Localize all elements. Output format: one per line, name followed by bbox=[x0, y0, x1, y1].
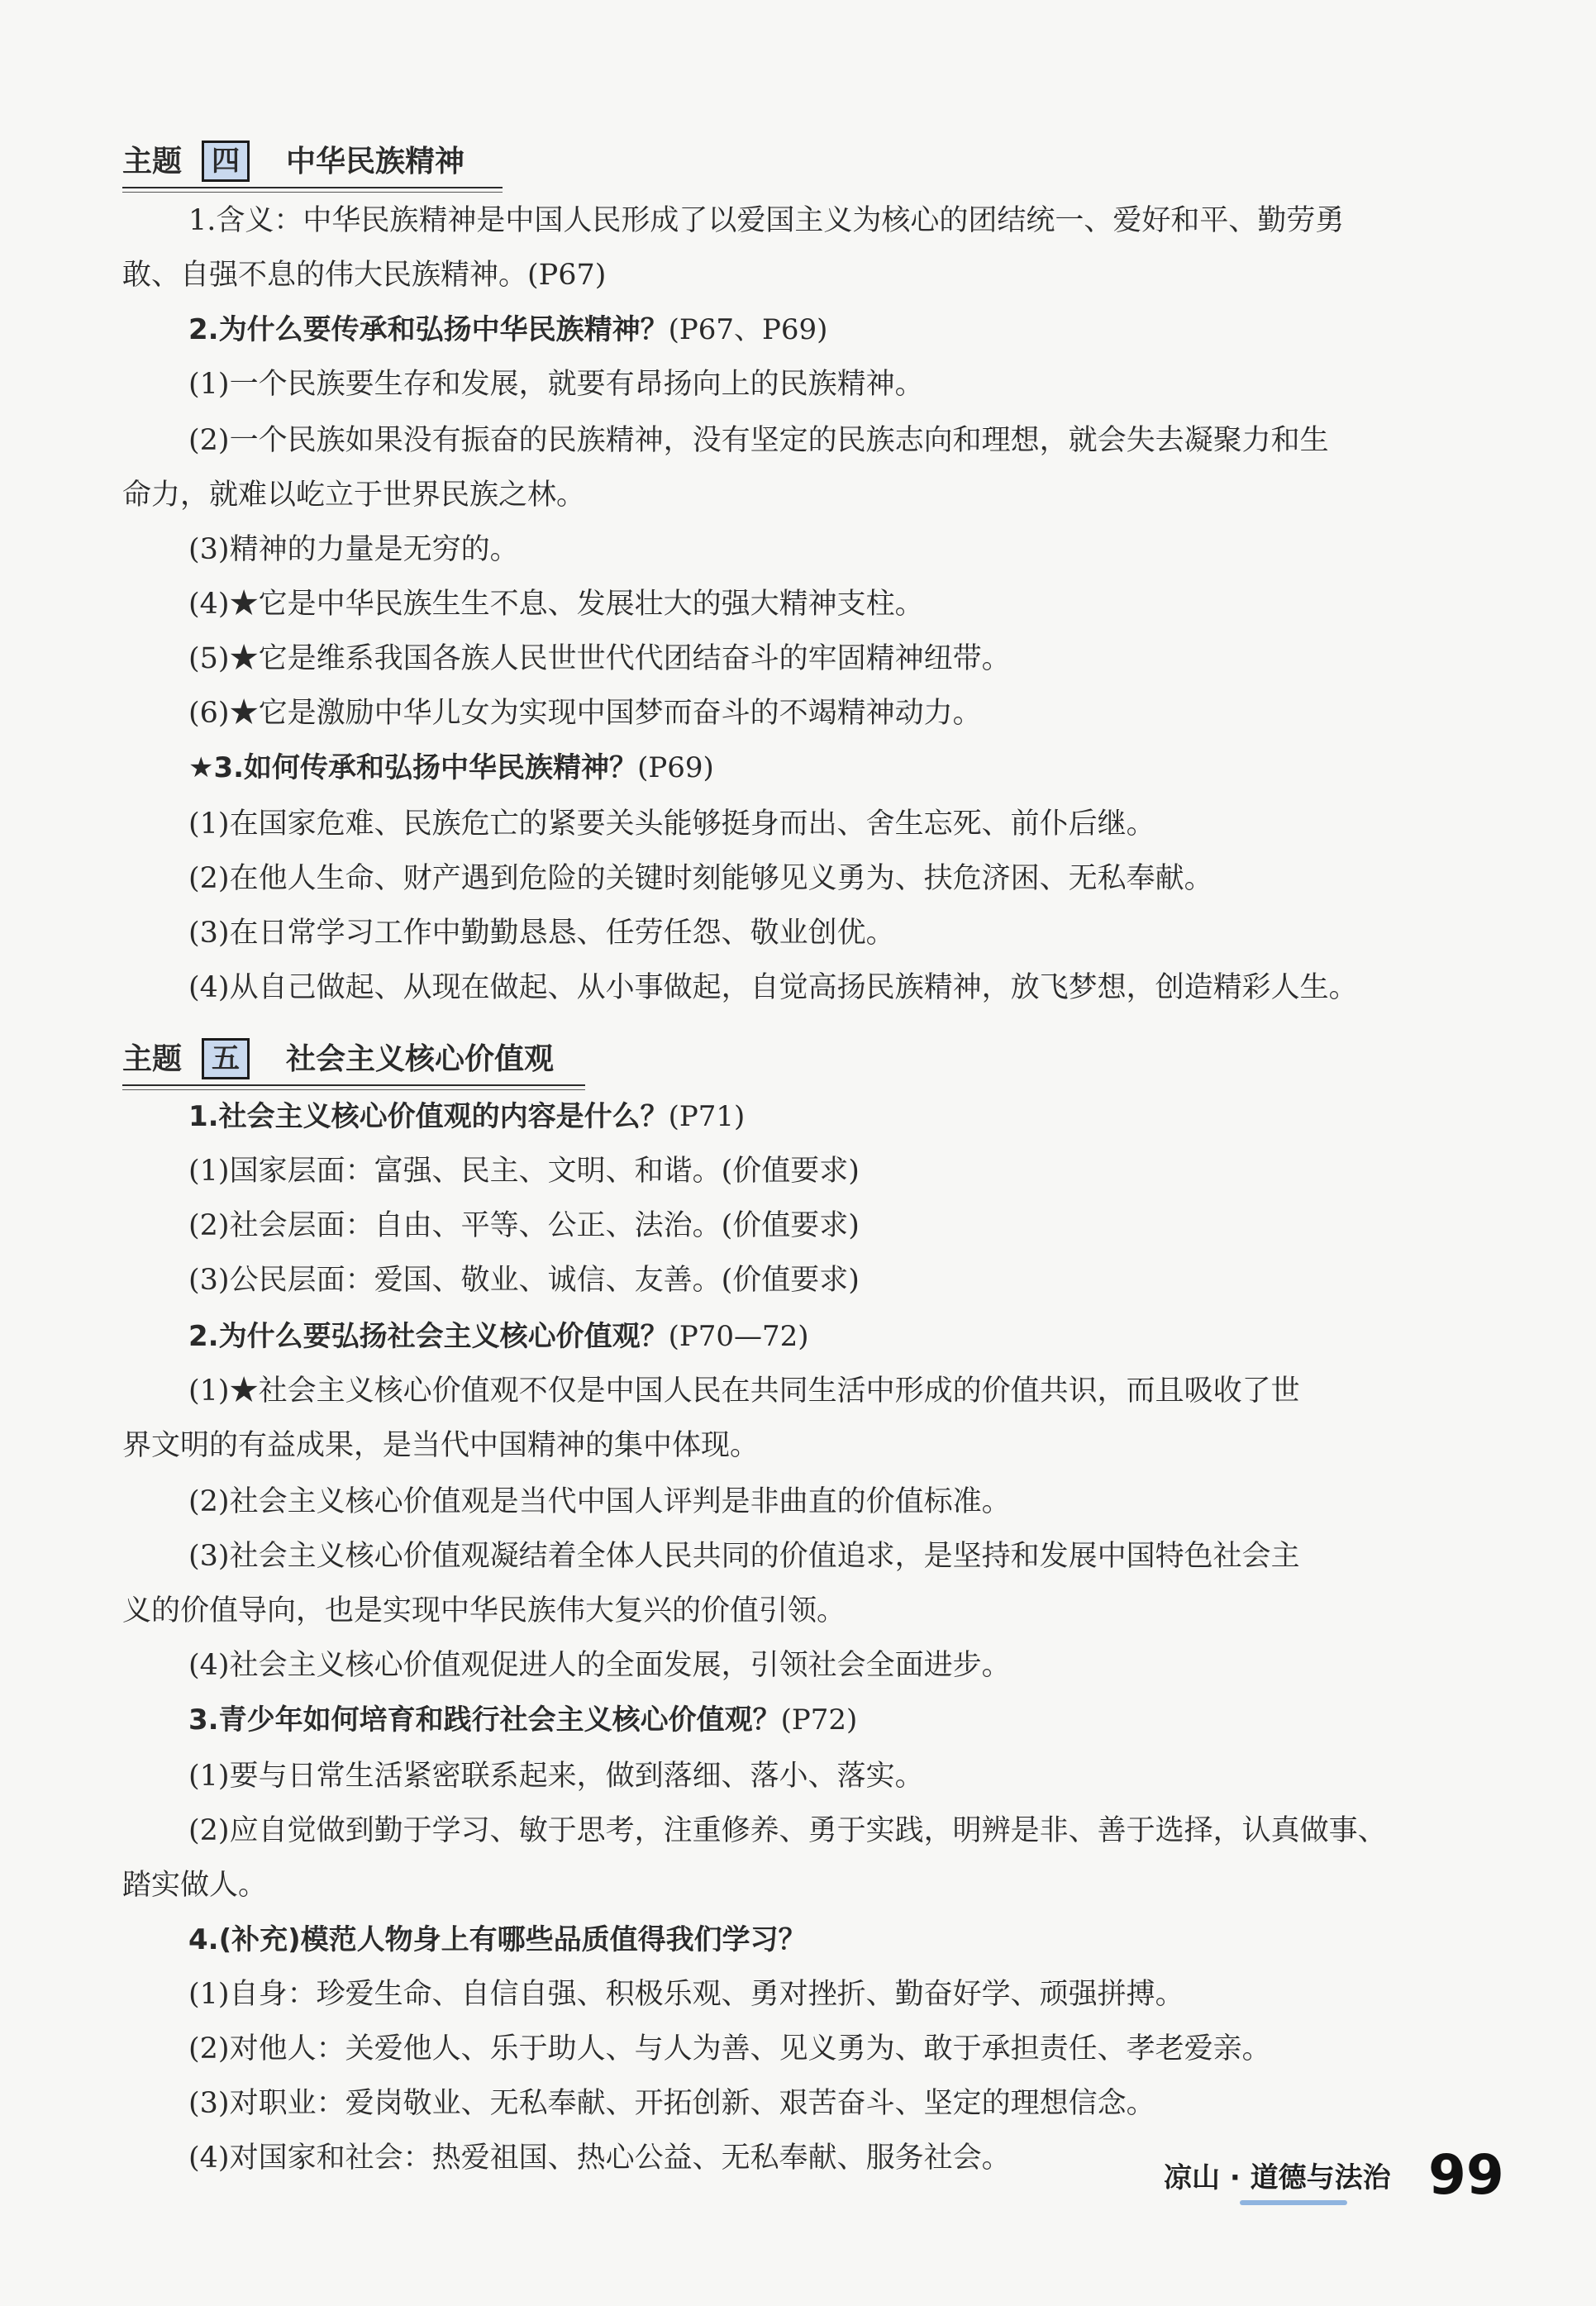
paragraph-line: (3)公民层面：爱国、敬业、诚信、友善。(价值要求) bbox=[188, 1264, 860, 1297]
paragraph-line: 1.含义：中华民族精神是中国人民形成了以爱国主义为核心的团结统一、爱好和平、勤劳勇 bbox=[188, 204, 1345, 237]
topic-number-badge: 四 bbox=[202, 141, 250, 182]
paragraph-line: (3)精神的力量是无穷的。 bbox=[188, 533, 519, 566]
question-heading bbox=[188, 1098, 1478, 1136]
topic-underline-thin bbox=[122, 192, 503, 193]
paragraph-line: (2)社会层面：自由、平等、公正、法治。(价值要求) bbox=[188, 1209, 860, 1242]
topic-5-header bbox=[122, 1036, 618, 1083]
topic-underline bbox=[122, 1084, 585, 1086]
paragraph-line: (1)★社会主义核心价值观不仅是中国人民在共同生活中形成的价值共识，而且吸收了世 bbox=[188, 1375, 1300, 1408]
topic-underline bbox=[122, 187, 503, 188]
question-text: 4.(补充)模范人物身上有哪些品质值得我们学习？ bbox=[188, 1923, 807, 1956]
question-text: 3.青少年如何培育和践行社会主义核心价值观？ bbox=[188, 1703, 781, 1737]
paragraph-line: 敢、自强不息的伟大民族精神。(P67) bbox=[122, 259, 607, 292]
paragraph-line: (1)国家层面：富强、民主、文明、和谐。(价值要求) bbox=[188, 1155, 860, 1188]
paragraph-line: (6)★它是激励中华儿女为实现中国梦而奋斗的不竭精神动力。 bbox=[188, 697, 982, 730]
question-text: 2.为什么要弘扬社会主义核心价值观？ bbox=[188, 1320, 669, 1353]
footer-book-title: 凉山 · 道德与法治 bbox=[1164, 2161, 1391, 2194]
paragraph-line: (3)对职业：爱岗敬业、无私奉献、开拓创新、艰苦奋斗、坚定的理想信念。 bbox=[188, 2087, 1155, 2120]
question-text: 1.社会主义核心价值观的内容是什么？ bbox=[188, 1100, 669, 1133]
paragraph-line: (1)在国家危难、民族危亡的紧要关头能够挺身而出、舍生忘死、前仆后继。 bbox=[188, 808, 1155, 841]
paragraph-line: (4)从自己做起、从现在做起、从小事做起，自觉高扬民族精神，放飞梦想，创造精彩人生。 bbox=[188, 971, 1358, 1004]
paragraph-line: (4)社会主义核心价值观促进人的全面发展，引领社会全面进步。 bbox=[188, 1649, 1011, 1682]
paragraph-line: (3)在日常学习工作中勤勤恳恳、任劳任怨、敬业创优。 bbox=[188, 917, 895, 950]
paragraph-line: (3)社会主义核心价值观凝结着全体人民共同的价值追求，是坚持和发展中国特色社会主 bbox=[188, 1540, 1300, 1573]
paragraph-line: (4)★它是中华民族生生不息、发展壮大的强大精神支柱。 bbox=[188, 588, 924, 621]
paragraph-line: (4)对国家和社会：热爱祖国、热心公益、无私奉献、服务社会。 bbox=[188, 2142, 1011, 2175]
footer-accent-bar bbox=[1240, 2200, 1347, 2205]
page-reference: (P69) bbox=[637, 751, 714, 784]
paragraph-line: 界文明的有益成果，是当代中国精神的集中体现。 bbox=[122, 1429, 760, 1462]
question-heading bbox=[188, 311, 1478, 349]
topic-number-badge: 五 bbox=[202, 1038, 250, 1079]
paragraph-line: (1)要与日常生活紧密联系起来，做到落细、落小、落实。 bbox=[188, 1760, 924, 1793]
page-number: 99 bbox=[1428, 2143, 1504, 2207]
topic-4-header bbox=[122, 139, 552, 185]
question-text: ★3.如何传承和弘扬中华民族精神？ bbox=[188, 751, 638, 784]
paragraph-line: (1)一个民族要生存和发展，就要有昂扬向上的民族精神。 bbox=[188, 368, 924, 401]
paragraph-line: (5)★它是维系我国各族人民世世代代团结奋斗的牢固精神纽带。 bbox=[188, 642, 1011, 675]
page-reference: (P72) bbox=[780, 1703, 858, 1737]
page-reference: (P71) bbox=[668, 1100, 746, 1133]
paragraph-line: 踏实做人。 bbox=[122, 1869, 268, 1902]
paragraph-line: 义的价值导向，也是实现中华民族伟大复兴的价值引领。 bbox=[122, 1594, 846, 1627]
paragraph-line: (2)一个民族如果没有振奋的民族精神，没有坚定的民族志向和理想，就会失去凝聚力和生 bbox=[188, 424, 1329, 457]
topic-label: 主题 bbox=[122, 145, 183, 179]
topic-label: 主题 bbox=[122, 1042, 183, 1076]
question-text: 2.为什么要传承和弘扬中华民族精神？ bbox=[188, 313, 669, 346]
question-heading bbox=[188, 1701, 1478, 1739]
topic-underline-thin bbox=[122, 1089, 585, 1090]
paragraph-line: (2)应自觉做到勤于学习、敏于思考，注重修养、勇于实践，明辨是非、善于选择，认真做事、 bbox=[188, 1814, 1387, 1847]
paragraph-line: (2)社会主义核心价值观是当代中国人评判是非曲直的价值标准。 bbox=[188, 1485, 1011, 1518]
paragraph-line: 命力，就难以屹立于世界民族之林。 bbox=[122, 479, 586, 512]
paragraph-line: (2)对他人：关爱他人、乐于助人、与人为善、见义勇为、敢于承担责任、孝老爱亲。 bbox=[188, 2032, 1271, 2065]
paragraph-line: (1)自身：珍爱生命、自信自强、积极乐观、勇对挫折、勤奋好学、顽强拼搏。 bbox=[188, 1978, 1184, 2011]
question-heading bbox=[188, 749, 1478, 787]
topic-title: 社会主义核心价值观 bbox=[286, 1042, 555, 1076]
page-reference: (P70—72) bbox=[668, 1320, 809, 1353]
paragraph-line: (2)在他人生命、财产遇到危险的关键时刻能够见义勇为、扶危济困、无私奉献。 bbox=[188, 862, 1213, 895]
page-reference: (P67、P69) bbox=[668, 313, 828, 346]
topic-title: 中华民族精神 bbox=[286, 145, 465, 179]
question-heading bbox=[188, 1921, 1478, 1959]
question-heading bbox=[188, 1317, 1478, 1355]
